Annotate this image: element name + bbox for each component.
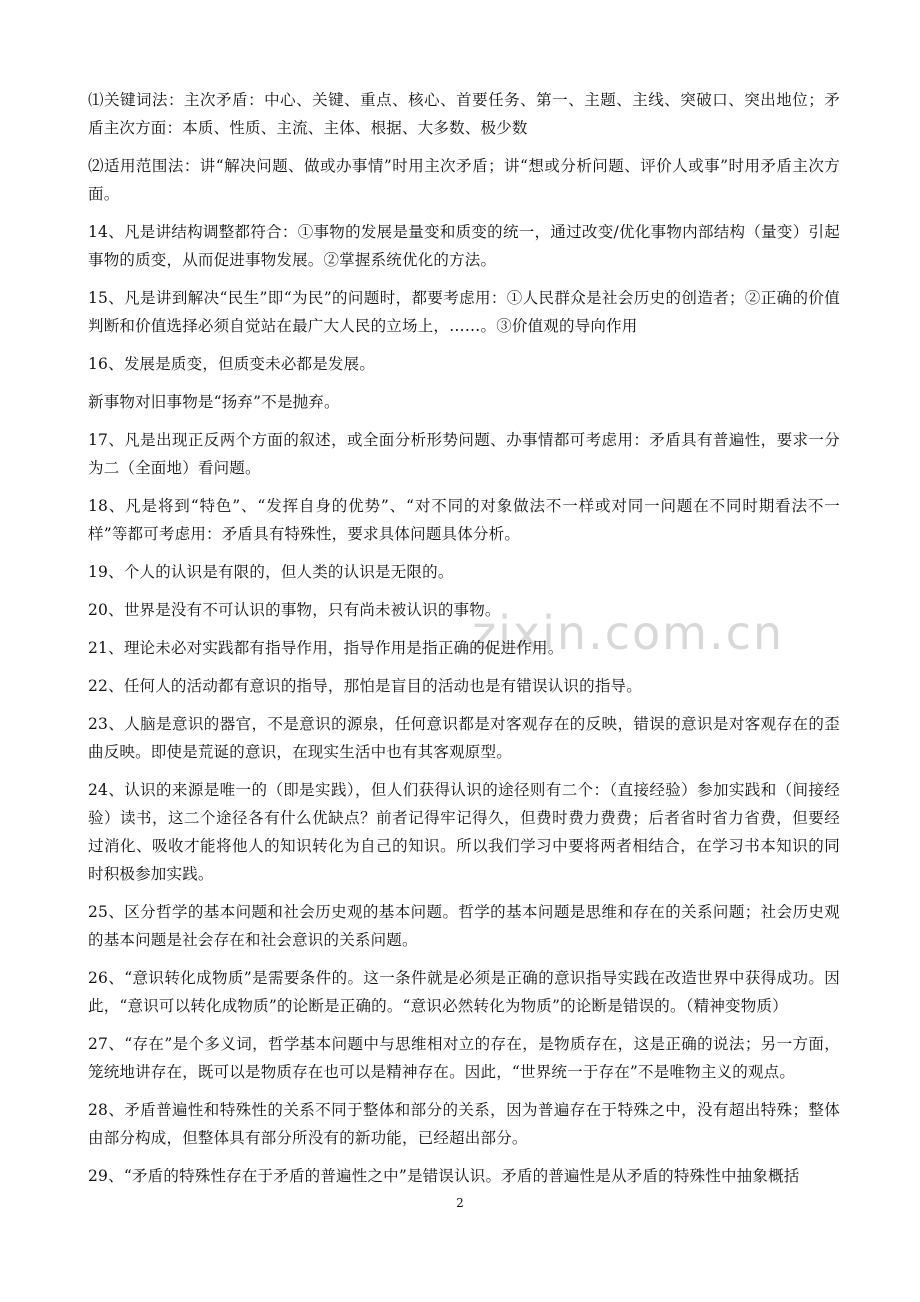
paragraph-18: 18、凡是将到“特色”、“发挥自身的优势”、“对不同的对象做法不一样或对同一问题在不同时期看法不一样”等都可考虑用：矛盾具有特殊性，要求具体问题具体分析。 — [88, 497, 840, 543]
paragraph-16-note: 新事物对旧事物是“扬弃”不是抛弃。 — [88, 393, 340, 411]
paragraph-22: 22、任何人的活动都有意识的指导，那怕是盲目的活动也是有错误认识的指导。 — [88, 677, 642, 695]
document-body — [88, 86, 840, 1200]
paragraph-27: 27、“存在”是个多义词，哲学基本问题中与思维相对立的存在，是物质存在，这是正确的说法；另一方面，笼统地讲存在，既可以是物质存在也可以是精神存在。因此，“世界统一于存在”不是唯物主义的观点。 — [88, 1035, 840, 1081]
paragraph-25: 25、区分哲学的基本问题和社会历史观的基本问题。哲学的基本问题是思维和存在的关系问题；社会历史观的基本问题是社会存在和社会意识的关系问题。 — [88, 903, 840, 949]
paragraph-24: 24、认识的来源是唯一的（即是实践），但人们获得认识的途径则有二个：（直接经验）参加实践和（间接经验）读书，这二个途径各有什么优缺点？前者记得牢记得久，但费时费力费费；后者省时省力省费，但要经过消化、吸收才能将他人的知识转化为自己的知识。所以我们学习中要将两者相结合，在学习书本知识的同时积极参加实践。 — [88, 781, 840, 883]
paragraph-15: 15、凡是讲到解决“民生”即“为民”的问题时，都要考虑用：①人民群众是社会历史的创造者；②正确的价值判断和价值选择必须自觉站在最广大人民的立场上，……。③价值观的导向作用 — [88, 289, 840, 335]
paragraph-scope-method: ⑵适用范围法：讲“解决问题、做或办事情”时用主次矛盾；讲“想或分析问题、评价人或事”时用矛盾主次方面。 — [88, 157, 840, 203]
paragraph-29: 29、“矛盾的特殊性存在于矛盾的普遍性之中”是错误认识。矛盾的普遍性是从矛盾的特殊性中抽象概括 — [88, 1167, 800, 1185]
paragraph-17: 17、凡是出现正反两个方面的叙述，或全面分析形势问题、办事情都可考虑用：矛盾具有普遍性，要求一分为二（全面地）看问题。 — [88, 431, 840, 477]
paragraph-23: 23、人脑是意识的器官，不是意识的源泉，任何意识都是对客观存在的反映，错误的意识是对客观存在的歪曲反映。即使是荒诞的意识，在现实生活中也有其客观原型。 — [88, 715, 840, 761]
watermark: zixin.com.cn — [472, 606, 785, 660]
paragraph-19: 19、个人的认识是有限的，但人类的认识是无限的。 — [88, 563, 454, 581]
paragraph-20: 20、世界是没有不可认识的事物，只有尚未被认识的事物。 — [88, 601, 501, 619]
paragraph-keyword-method: ⑴关键词法：主次矛盾：中心、关键、重点、核心、首要任务、第一、主题、主线、突破口、突出地位；矛盾主次方面：本质、性质、主流、主体、根据、大多数、极少数 — [88, 91, 840, 137]
paragraph-28: 28、矛盾普遍性和特殊性的关系不同于整体和部分的关系，因为普遍存在于特殊之中，没有超出特殊；整体由部分构成，但整体具有部分所没有的新功能，已经超出部分。 — [88, 1101, 840, 1147]
paragraph-21: 21、理论未必对实践都有指导作用，指导作用是指正确的促进作用。 — [88, 639, 564, 657]
paragraph-16: 16、发展是质变，但质变未必都是发展。 — [88, 355, 376, 373]
paragraph-26: 26、“意识转化成物质”是需要条件的。这一条件就是必须是正确的意识指导实践在改造世界中获得成功。因此，“意识可以转化成物质”的论断是正确的。“意识必然转化为物质”的论断是错误的。（精神变物质） — [88, 969, 840, 1015]
paragraph-14: 14、凡是讲结构调整都符合：①事物的发展是量变和质变的统一，通过改变/优化事物内部结构（量变）引起事物的质变，从而促进事物发展。②掌握系统优化的方法。 — [88, 223, 840, 269]
page-number: 2 — [456, 1196, 464, 1210]
